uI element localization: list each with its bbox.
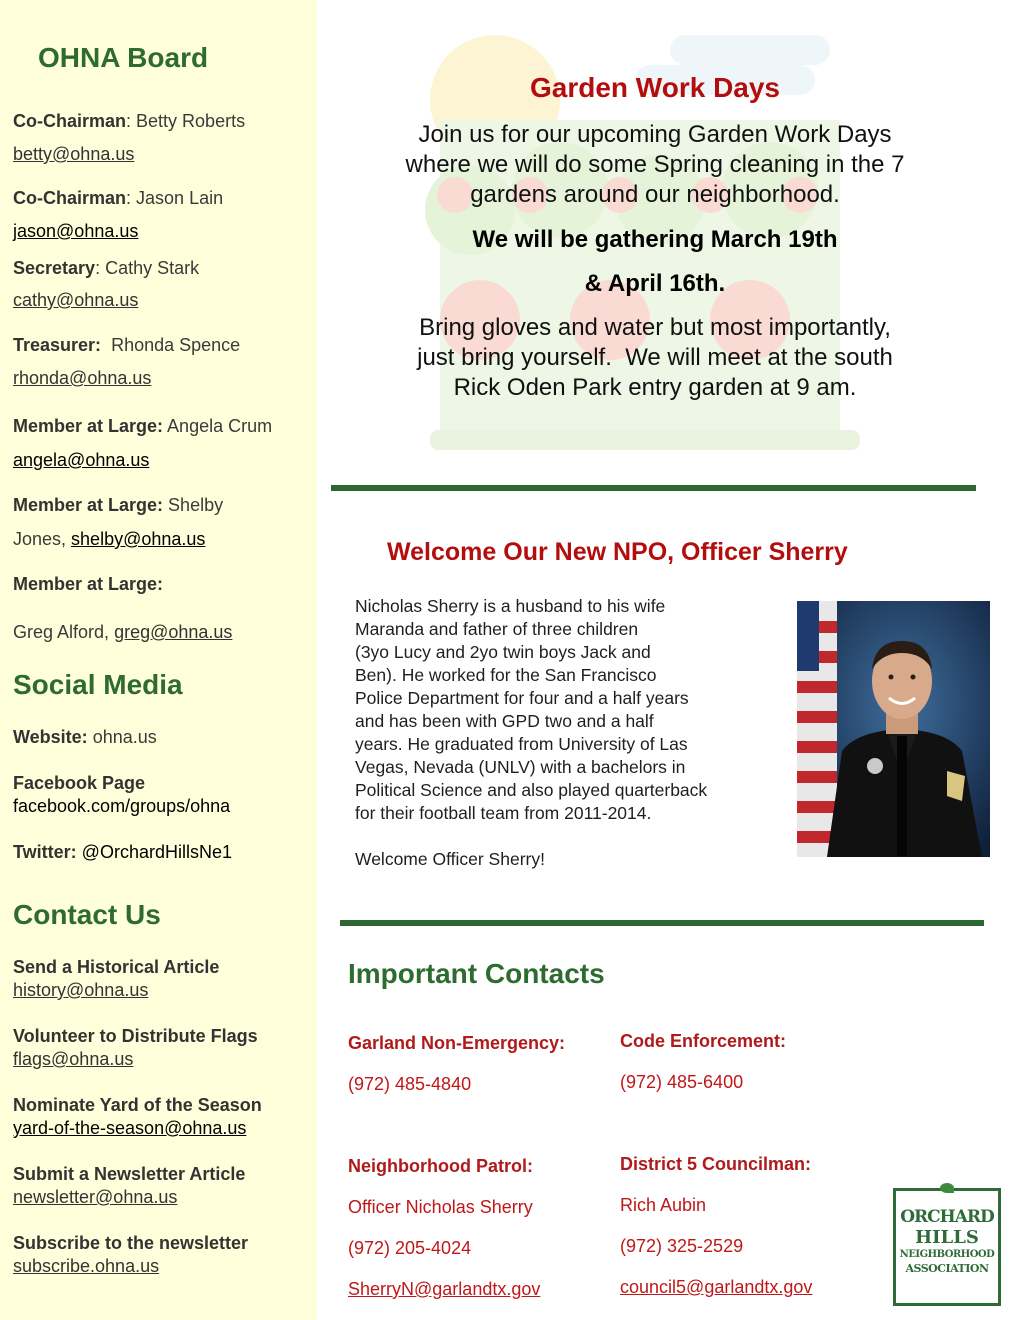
social-heading: Social Media xyxy=(13,669,183,700)
member-treasurer: Treasurer: Rhonda Spence xyxy=(13,335,241,355)
councilman-phone: (972) 325-2529 xyxy=(620,1236,744,1256)
member-at-large-shelby-line2: Jones, shelby@ohna.us xyxy=(13,529,206,549)
npo-bio-line: Vegas, Nevada (UNLV) with a bachelors in xyxy=(355,757,686,777)
leaf-icon xyxy=(940,1183,954,1193)
garden-paragraph-line: Bring gloves and water but most importantly, xyxy=(419,314,891,341)
member-at-large-greg-role: Member at Large: xyxy=(13,574,164,594)
npo-bio-line: for their football team from 2011-2014. xyxy=(355,803,652,823)
patrol-name: Officer Nicholas Sherry xyxy=(348,1197,533,1217)
email-link-rhonda[interactable]: rhonda@ohna.us xyxy=(13,368,152,388)
npo-bio-line: years. He graduated from University of Las xyxy=(355,734,688,754)
email-link-angela[interactable]: angela@ohna.us xyxy=(13,450,150,470)
npo-bio-line: Police Department for four and a half years xyxy=(355,688,689,708)
contact-newsletter-label: Submit a Newsletter Article xyxy=(13,1164,246,1184)
ohna-logo xyxy=(893,1188,1001,1306)
councilman-label: District 5 Councilman: xyxy=(620,1154,812,1174)
non-emergency-label: Garland Non-Emergency: xyxy=(348,1033,566,1053)
contact-flags-label: Volunteer to Distribute Flags xyxy=(13,1026,258,1046)
npo-bio-line: and has been with GPD two and a half xyxy=(355,711,654,731)
section-divider xyxy=(331,485,976,491)
garden-paragraph-line: just bring yourself. We will meet at the south xyxy=(417,344,893,371)
npo-bio-line: Nicholas Sherry is a husband to his wife xyxy=(355,596,666,616)
garden-dates-line1: We will be gathering March 19th xyxy=(472,226,838,253)
contact-yard-label: Nominate Yard of the Season xyxy=(13,1095,262,1115)
npo-title: Welcome Our New NPO, Officer Sherry xyxy=(387,538,848,566)
email-link-shelby[interactable]: shelby@ohna.us xyxy=(71,529,206,549)
logo-line-orchard: ORCHARD xyxy=(900,1207,994,1227)
facebook-label: Facebook Page xyxy=(13,773,146,793)
npo-bio-line: Maranda and father of three children xyxy=(355,619,639,639)
contact-history-link[interactable]: history@ohna.us xyxy=(13,980,149,1000)
logo-line-association: ASSOCIATION xyxy=(905,1262,989,1275)
logo-line-neighborhood: NEIGHBORHOOD xyxy=(899,1249,995,1260)
member-at-large-angela: Member at Large: Angela Crum xyxy=(13,416,273,436)
code-enforcement-label: Code Enforcement: xyxy=(620,1031,787,1051)
patrol-email-link[interactable]: SherryN@garlandtx.gov xyxy=(348,1279,541,1299)
board-heading: OHNA Board xyxy=(38,42,209,73)
npo-bio-line: Political Science and also played quarterback xyxy=(355,780,708,800)
member-secretary: Secretary: Cathy Stark xyxy=(13,258,200,278)
npo-bio-line: Ben). He worked for the San Francisco xyxy=(355,665,657,685)
contact-history-label: Send a Historical Article xyxy=(13,957,220,977)
npo-bio-line: (3yo Lucy and 2yo twin boys Jack and xyxy=(355,642,651,662)
garden-paragraph-line: where we will do some Spring cleaning in the 7 xyxy=(405,151,905,178)
contact-newsletter-link[interactable]: newsletter@ohna.us xyxy=(13,1187,178,1207)
member-co-chair-1: Co-Chairman: Betty Roberts xyxy=(13,111,246,131)
garden-title: Garden Work Days xyxy=(529,72,781,103)
email-link-betty[interactable]: betty@ohna.us xyxy=(13,144,135,164)
npo-closing: Welcome Officer Sherry! xyxy=(355,849,545,869)
non-emergency-phone: (972) 485-4840 xyxy=(348,1074,472,1094)
garden-paragraph-line: Rick Oden Park entry garden at 9 am. xyxy=(453,374,857,401)
email-link-cathy[interactable]: cathy@ohna.us xyxy=(13,290,139,310)
patrol-label: Neighborhood Patrol: xyxy=(348,1156,533,1176)
logo-line-hills: HILLS xyxy=(915,1227,979,1248)
email-link-greg[interactable]: greg@ohna.us xyxy=(114,622,233,642)
officer-photo xyxy=(797,601,990,857)
email-link-jason[interactable]: jason@ohna.us xyxy=(13,221,139,241)
member-at-large-shelby: Member at Large: Shelby xyxy=(13,495,224,515)
patrol-phone: (972) 205-4024 xyxy=(348,1238,472,1258)
contact-yard-link[interactable]: yard-of-the-season@ohna.us xyxy=(13,1118,247,1138)
member-co-chair-2: Co-Chairman: Jason Lain xyxy=(13,188,224,208)
contact-heading: Contact Us xyxy=(13,899,161,930)
flag-icon xyxy=(797,601,837,857)
garden-dates-line2: & April 16th. xyxy=(584,270,726,297)
garden-paragraph-line: gardens around our neighborhood. xyxy=(470,181,840,208)
councilman-email-link[interactable]: council5@garlandtx.gov xyxy=(620,1277,813,1297)
facebook-link[interactable]: facebook.com/groups/ohna xyxy=(13,796,231,816)
councilman-name: Rich Aubin xyxy=(620,1195,707,1215)
section-divider xyxy=(340,920,984,926)
member-at-large-greg: Greg Alford, greg@ohna.us xyxy=(13,622,233,642)
contact-flags-link[interactable]: flags@ohna.us xyxy=(13,1049,134,1069)
contacts-heading: Important Contacts xyxy=(348,958,605,989)
website-line: Website: ohna.us xyxy=(13,727,157,747)
twitter-line: Twitter: @OrchardHillsNe1 xyxy=(13,842,232,862)
contact-subscribe-label: Subscribe to the newsletter xyxy=(13,1233,249,1253)
garden-paragraph-line: Join us for our upcoming Garden Work Days xyxy=(418,121,892,148)
contact-subscribe-link[interactable]: subscribe.ohna.us xyxy=(13,1256,160,1276)
code-enforcement-phone: (972) 485-6400 xyxy=(620,1072,744,1092)
